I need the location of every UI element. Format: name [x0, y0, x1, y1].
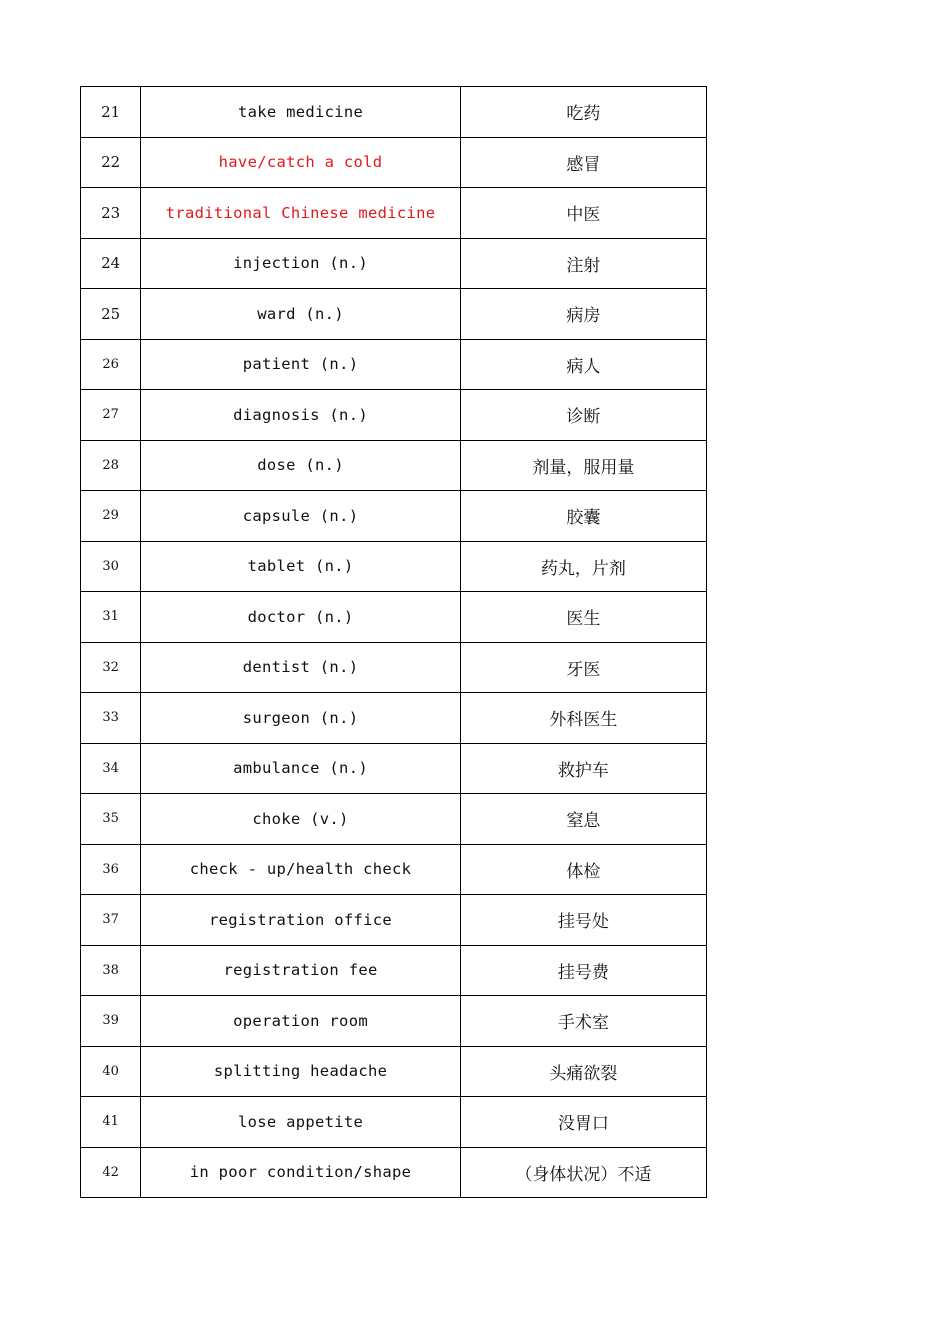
- english-term: check - up/health check: [141, 844, 461, 895]
- vocabulary-table-body: [81, 87, 707, 1198]
- table-row: [81, 945, 707, 996]
- chinese-translation: 剂量，服用量: [460, 440, 706, 491]
- english-term: dentist (n.): [141, 642, 461, 693]
- english-term: tablet (n.): [141, 541, 461, 592]
- row-number: 38: [81, 945, 141, 996]
- table-row: [81, 1147, 707, 1198]
- row-number: 36: [81, 844, 141, 895]
- row-number: 28: [81, 440, 141, 491]
- row-number: 31: [81, 592, 141, 643]
- row-number: 27: [81, 390, 141, 441]
- chinese-translation: 窒息: [460, 794, 706, 845]
- chinese-translation: 胶囊: [460, 491, 706, 542]
- english-term: ward (n.): [141, 289, 461, 340]
- chinese-translation: 中医: [460, 188, 706, 239]
- table-row: [81, 339, 707, 390]
- table-row: [81, 592, 707, 643]
- english-term: registration fee: [141, 945, 461, 996]
- english-term: choke (v.): [141, 794, 461, 845]
- chinese-translation: 吃药: [460, 87, 706, 138]
- chinese-translation: 注射: [460, 238, 706, 289]
- english-term: take medicine: [141, 87, 461, 138]
- table-row: [81, 541, 707, 592]
- english-term: capsule (n.): [141, 491, 461, 542]
- table-row: [81, 289, 707, 340]
- row-number: 33: [81, 693, 141, 744]
- row-number: 37: [81, 895, 141, 946]
- row-number: 30: [81, 541, 141, 592]
- english-term: doctor (n.): [141, 592, 461, 643]
- english-term: injection (n.): [141, 238, 461, 289]
- table-row: [81, 238, 707, 289]
- english-term: surgeon (n.): [141, 693, 461, 744]
- chinese-translation: 头痛欲裂: [460, 1046, 706, 1097]
- chinese-translation: 体检: [460, 844, 706, 895]
- chinese-translation: 救护车: [460, 743, 706, 794]
- row-number: 34: [81, 743, 141, 794]
- chinese-translation: 没胃口: [460, 1097, 706, 1148]
- chinese-translation: 感冒: [460, 137, 706, 188]
- english-term: ambulance (n.): [141, 743, 461, 794]
- table-row: [81, 87, 707, 138]
- row-number: 42: [81, 1147, 141, 1198]
- english-term: patient (n.): [141, 339, 461, 390]
- english-term: operation room: [141, 996, 461, 1047]
- chinese-translation: 牙医: [460, 642, 706, 693]
- table-row: [81, 440, 707, 491]
- row-number: 26: [81, 339, 141, 390]
- table-row: [81, 844, 707, 895]
- chinese-translation: 病人: [460, 339, 706, 390]
- english-term: in poor condition/shape: [141, 1147, 461, 1198]
- table-row: [81, 188, 707, 239]
- row-number: 23: [81, 188, 141, 239]
- table-row: [81, 1046, 707, 1097]
- chinese-translation: 药丸，片剂: [460, 541, 706, 592]
- vocabulary-table: [80, 86, 707, 1198]
- row-number: 25: [81, 289, 141, 340]
- row-number: 35: [81, 794, 141, 845]
- table-row: [81, 794, 707, 845]
- table-row: [81, 390, 707, 441]
- row-number: 21: [81, 87, 141, 138]
- table-row: [81, 996, 707, 1047]
- row-number: 24: [81, 238, 141, 289]
- chinese-translation: 病房: [460, 289, 706, 340]
- english-term: lose appetite: [141, 1097, 461, 1148]
- english-term: dose (n.): [141, 440, 461, 491]
- row-number: 32: [81, 642, 141, 693]
- chinese-translation: 诊断: [460, 390, 706, 441]
- table-row: [81, 642, 707, 693]
- row-number: 40: [81, 1046, 141, 1097]
- table-row: [81, 693, 707, 744]
- row-number: 41: [81, 1097, 141, 1148]
- english-term: splitting headache: [141, 1046, 461, 1097]
- chinese-translation: 医生: [460, 592, 706, 643]
- table-row: [81, 137, 707, 188]
- chinese-translation: 外科医生: [460, 693, 706, 744]
- english-term: traditional Chinese medicine: [141, 188, 461, 239]
- row-number: 39: [81, 996, 141, 1047]
- english-term: registration office: [141, 895, 461, 946]
- table-row: [81, 1097, 707, 1148]
- table-row: [81, 491, 707, 542]
- row-number: 22: [81, 137, 141, 188]
- chinese-translation: 手术室: [460, 996, 706, 1047]
- row-number: 29: [81, 491, 141, 542]
- english-term: have/catch a cold: [141, 137, 461, 188]
- table-row: [81, 895, 707, 946]
- table-row: [81, 743, 707, 794]
- english-term: diagnosis (n.): [141, 390, 461, 441]
- chinese-translation: 挂号处: [460, 895, 706, 946]
- chinese-translation: 挂号费: [460, 945, 706, 996]
- chinese-translation: （身体状况）不适: [460, 1147, 706, 1198]
